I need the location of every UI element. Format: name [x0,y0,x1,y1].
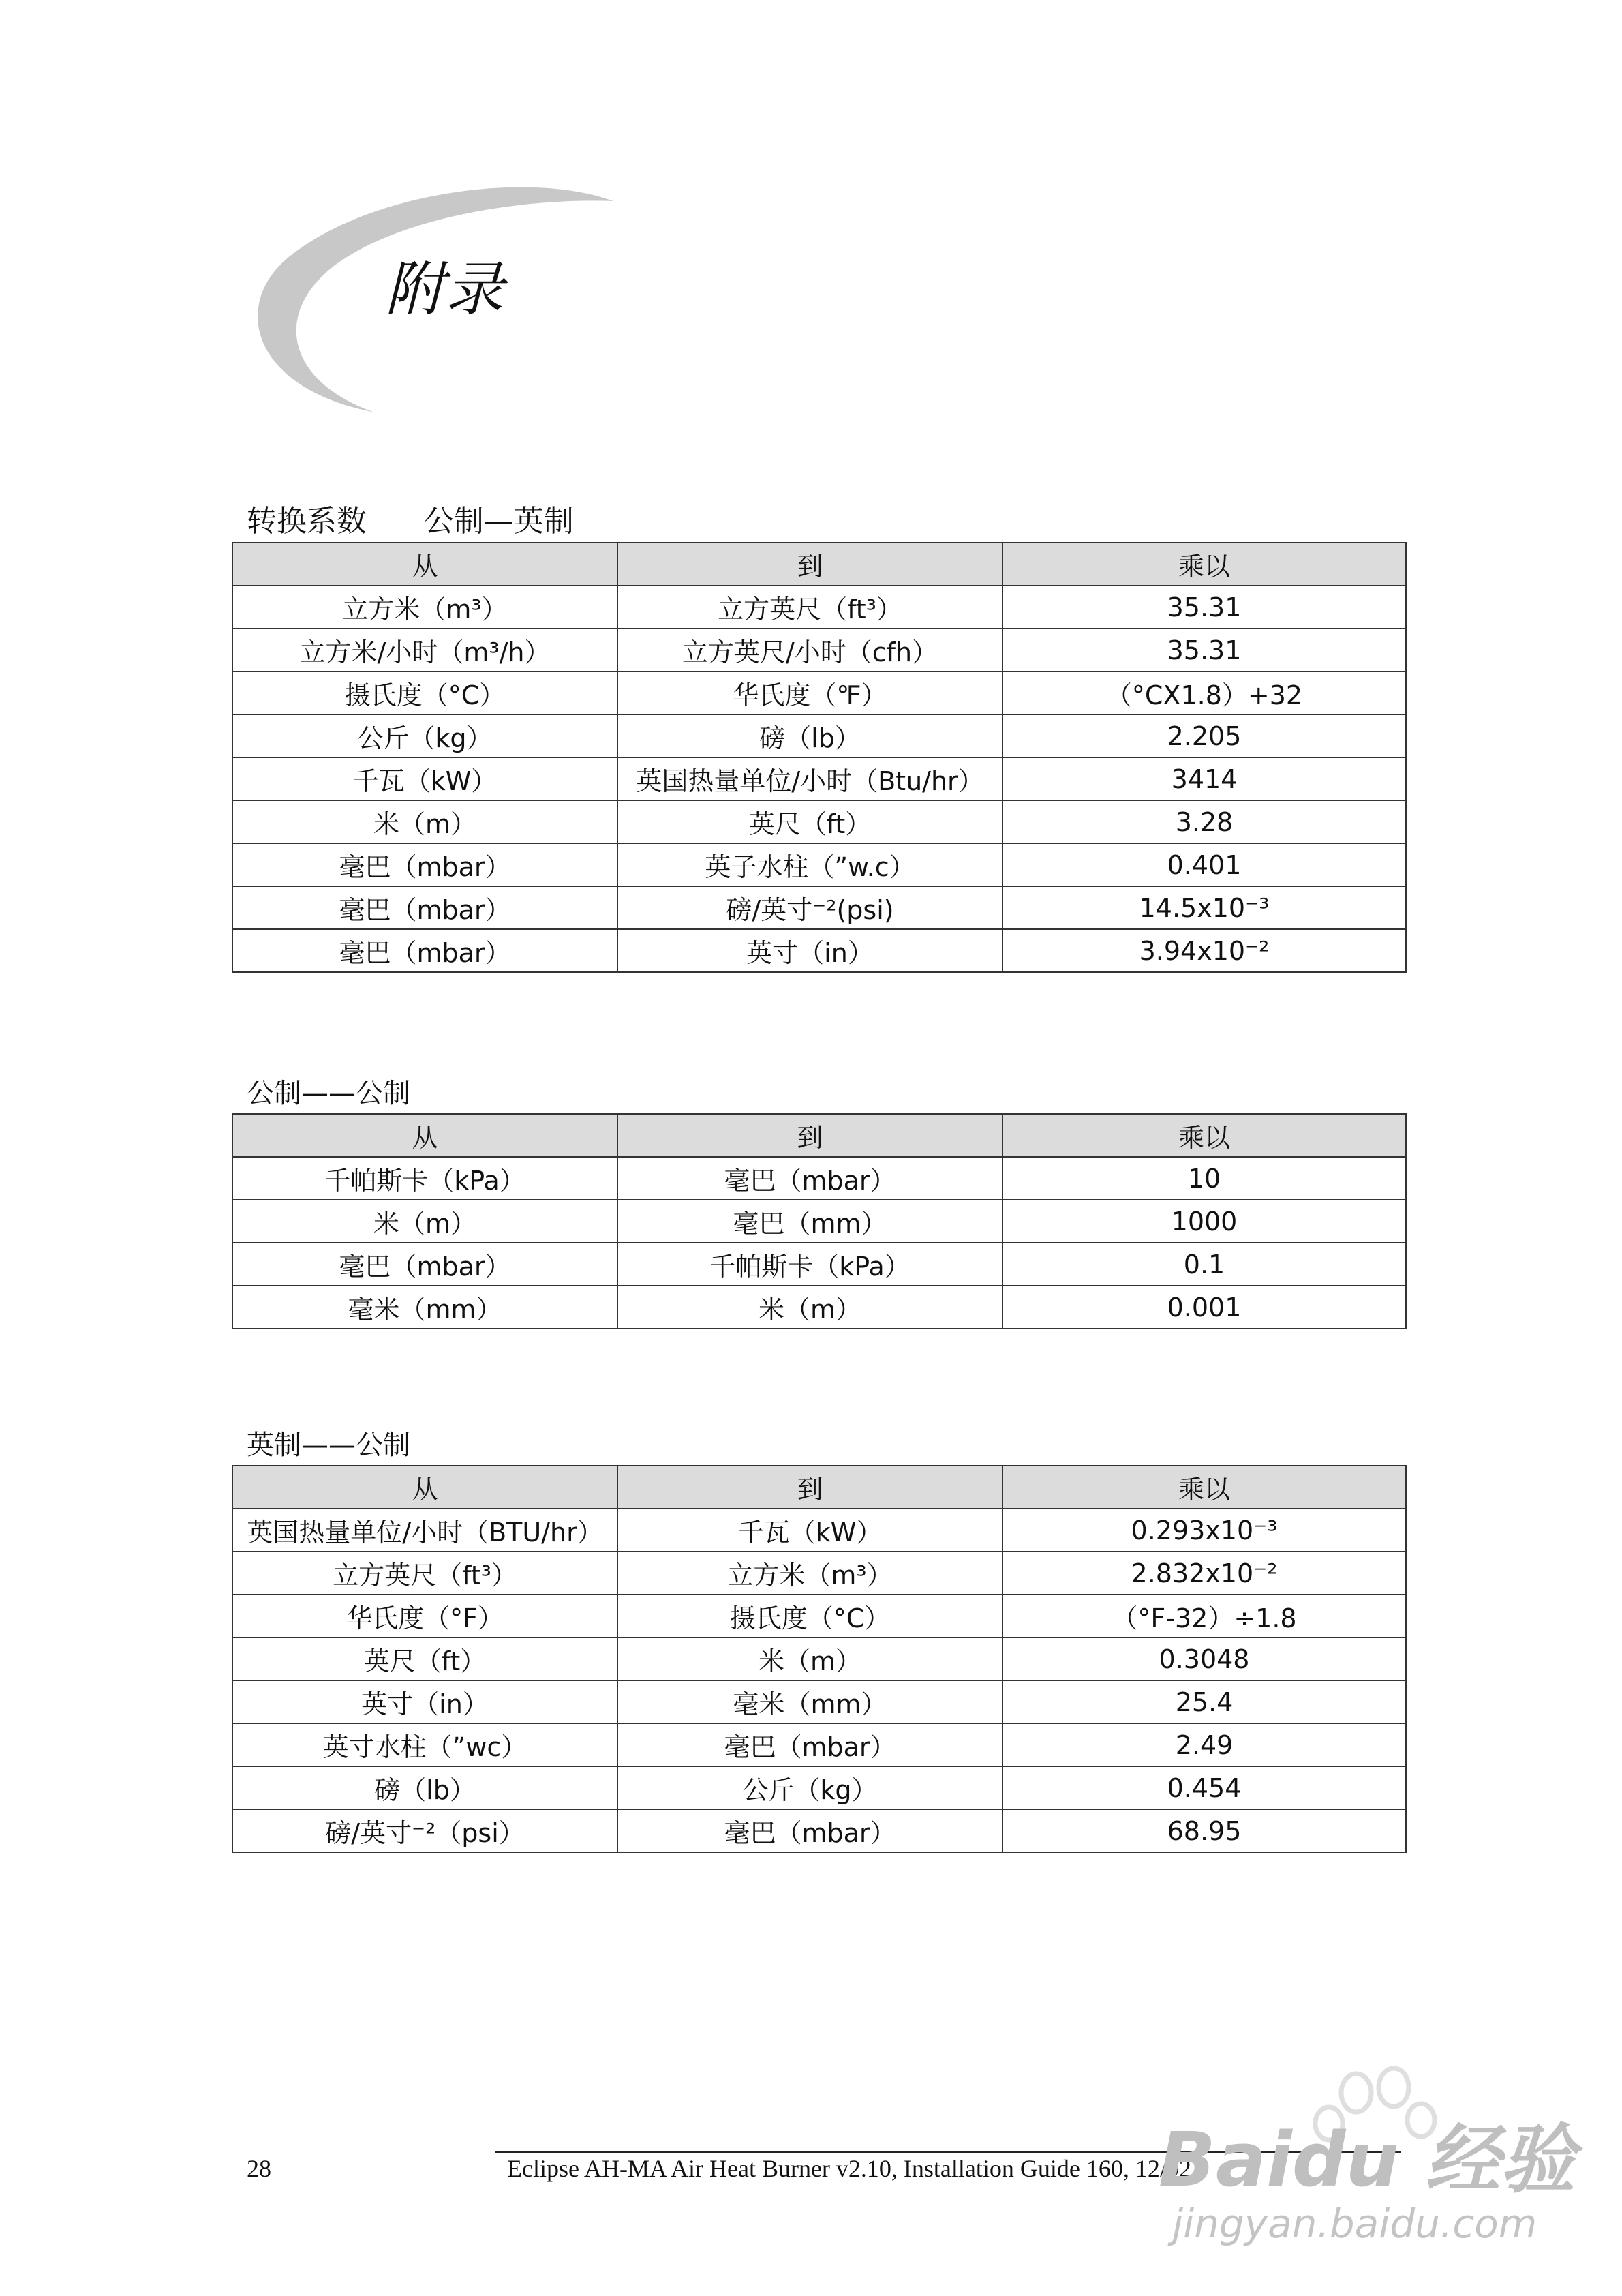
from-unit-cell: 华氏度（°F） [232,1595,617,1637]
multiplier-cell: 14.5x10⁻³ [1003,886,1406,929]
to-unit-cell: 毫米（mm） [617,1680,1003,1723]
table-row [232,671,1406,714]
from-unit-cell: 磅/英寸⁻²（psi） [232,1809,617,1852]
table-row [232,1766,1406,1809]
to-unit-cell: 英国热量单位/小时（Btu/hr） [617,757,1003,800]
from-unit-cell: 米（m） [232,800,617,843]
to-unit-cell: 英尺（ft） [617,800,1003,843]
column-header: 乘以 [1003,543,1406,586]
table-row [232,1809,1406,1852]
column-header: 从 [232,1466,617,1509]
to-unit-cell: 毫巴（mbar） [617,1157,1003,1200]
conversion-factors-label: 转换系数 [247,504,367,539]
table-row [232,1243,1406,1286]
table-row [232,1637,1406,1680]
multiplier-cell: 68.95 [1003,1809,1406,1852]
table-row [232,629,1406,671]
footer-text: Eclipse AH-MA Air Heat Burner v2.10, Installation Guide 160, 12/02 [507,2155,1191,2182]
to-unit-cell: 公斤（kg） [617,1766,1003,1809]
table-row [232,1200,1406,1243]
column-header: 到 [617,1114,1003,1157]
table-row [232,757,1406,800]
table-header-row [232,1114,1406,1157]
imperial-to-metric-table [232,1465,1407,1853]
from-unit-cell: 磅（lb） [232,1766,617,1809]
multiplier-cell: 3414 [1003,757,1406,800]
watermark-url: jingyan.baidu.com [1172,2201,1537,2247]
table-row [232,886,1406,929]
to-unit-cell: 英子水柱（”w.c） [617,843,1003,886]
column-header: 到 [617,1466,1003,1509]
multiplier-cell: 0.3048 [1003,1637,1406,1680]
metric-imperial-label: 公制—英制 [423,504,574,539]
table-row [232,1680,1406,1723]
watermark-brand: Baidu 经验 [1159,2116,1576,2203]
multiplier-cell: 35.31 [1003,586,1406,629]
to-unit-cell: 立方英尺/小时（cfh） [617,629,1003,671]
multiplier-cell: 0.401 [1003,843,1406,886]
page-title: 附录 [385,256,505,324]
column-header: 从 [232,543,617,586]
metric-to-metric-table [232,1113,1407,1329]
to-unit-cell: 千帕斯卡（kPa） [617,1243,1003,1286]
from-unit-cell: 英尺（ft） [232,1637,617,1680]
multiplier-cell: 0.293x10⁻³ [1003,1509,1406,1552]
multiplier-cell: 0.001 [1003,1286,1406,1329]
from-unit-cell: 毫巴（mbar） [232,1243,617,1286]
multiplier-cell: 35.31 [1003,629,1406,671]
column-header: 乘以 [1003,1466,1406,1509]
to-unit-cell: 立方米（m³） [617,1552,1003,1595]
table-row [232,714,1406,757]
to-unit-cell: 磅（lb） [617,714,1003,757]
to-unit-cell: 英寸（in） [617,929,1003,972]
from-unit-cell: 公斤（kg） [232,714,617,757]
to-unit-cell: 摄氏度（°C） [617,1595,1003,1637]
table-row [232,843,1406,886]
table-row [232,1286,1406,1329]
from-unit-cell: 米（m） [232,1200,617,1243]
table-row [232,1552,1406,1595]
column-header: 乘以 [1003,1114,1406,1157]
from-unit-cell: 英寸（in） [232,1680,617,1723]
column-header: 到 [617,543,1003,586]
multiplier-cell: 2.205 [1003,714,1406,757]
from-unit-cell: 摄氏度（°C） [232,671,617,714]
multiplier-cell: 3.28 [1003,800,1406,843]
to-unit-cell: 华氏度（℉） [617,671,1003,714]
table-header-row [232,1466,1406,1509]
from-unit-cell: 立方米/小时（m³/h） [232,629,617,671]
multiplier-cell: 2.49 [1003,1723,1406,1766]
from-unit-cell: 立方米（m³） [232,586,617,629]
multiplier-cell: 3.94x10⁻² [1003,929,1406,972]
table-row [232,800,1406,843]
to-unit-cell: 米（m） [617,1286,1003,1329]
section-heading-metric-imperial [247,496,574,540]
to-unit-cell: 毫巴（mbar） [617,1723,1003,1766]
multiplier-cell: （°F-32）÷1.8 [1003,1595,1406,1637]
multiplier-cell: 25.4 [1003,1680,1406,1723]
table-row [232,1723,1406,1766]
section-heading-metric-metric: 公制——公制 [247,1078,410,1109]
to-unit-cell: 米（m） [617,1637,1003,1680]
table-row [232,929,1406,972]
to-unit-cell: 毫巴（mbar） [617,1809,1003,1852]
from-unit-cell: 毫米（mm） [232,1286,617,1329]
table-row [232,1157,1406,1200]
multiplier-cell: 2.832x10⁻² [1003,1552,1406,1595]
from-unit-cell: 英国热量单位/小时（BTU/hr） [232,1509,617,1552]
multiplier-cell: 0.1 [1003,1243,1406,1286]
to-unit-cell: 立方英尺（ft³） [617,586,1003,629]
from-unit-cell: 毫巴（mbar） [232,843,617,886]
multiplier-cell: 0.454 [1003,1766,1406,1809]
multiplier-cell: 1000 [1003,1200,1406,1243]
to-unit-cell: 磅/英寸⁻²(psi) [617,886,1003,929]
multiplier-cell: （°CX1.8）+32 [1003,671,1406,714]
to-unit-cell: 千瓦（kW） [617,1509,1003,1552]
from-unit-cell: 英寸水柱（”wc） [232,1723,617,1766]
metric-to-imperial-table [232,542,1407,973]
section-heading-imperial-metric: 英制——公制 [247,1430,410,1461]
to-unit-cell: 毫巴（mm） [617,1200,1003,1243]
page-number: 28 [247,2155,271,2182]
from-unit-cell: 毫巴（mbar） [232,929,617,972]
from-unit-cell: 立方英尺（ft³） [232,1552,617,1595]
multiplier-cell: 10 [1003,1157,1406,1200]
from-unit-cell: 毫巴（mbar） [232,886,617,929]
table-row [232,586,1406,629]
table-row [232,1595,1406,1637]
table-row [232,1509,1406,1552]
table-header-row [232,543,1406,586]
from-unit-cell: 千瓦（kW） [232,757,617,800]
column-header: 从 [232,1114,617,1157]
from-unit-cell: 千帕斯卡（kPa） [232,1157,617,1200]
